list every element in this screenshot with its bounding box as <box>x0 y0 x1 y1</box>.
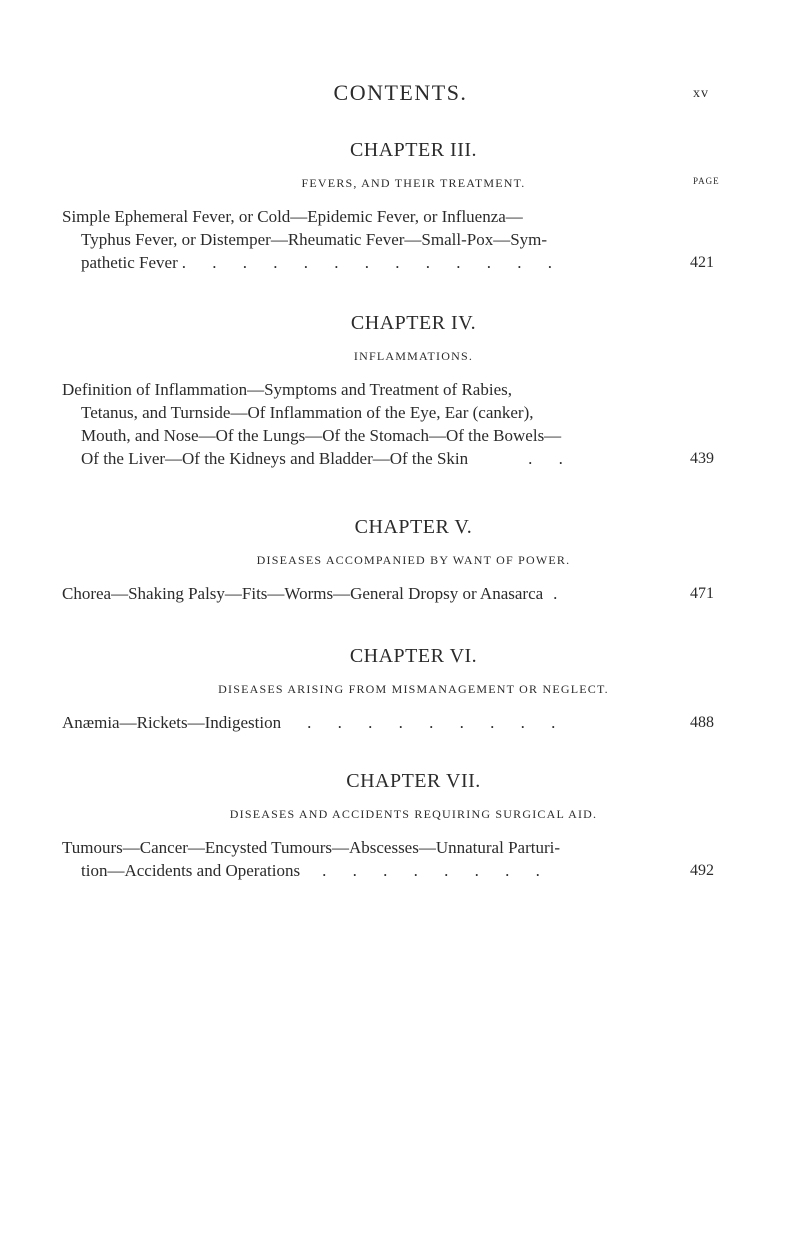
entry-page-number: 439 <box>690 450 714 467</box>
entry-page-number: 471 <box>690 585 714 602</box>
entry-page-number: 488 <box>690 714 714 731</box>
entry-line: Mouth, and Nose—Of the Lungs—Of the Stomach—Of the Bowels— <box>81 426 562 445</box>
dot-leader: . . . . . . . . . . . . . <box>181 253 564 272</box>
entry-line: Typhus Fever, or Distemper—Rheumatic Fever—Small-Pox—Sym- <box>81 230 548 249</box>
dot-leader: . . . . . . . . <box>322 861 551 880</box>
chapter-subtitle: DISEASES ACCOMPANIED BY WANT OF POWER. <box>256 553 571 567</box>
chapter-subtitle: DISEASES AND ACCIDENTS REQUIRING SURGICAL AID. <box>229 807 598 821</box>
entry-line: Chorea—Shaking Palsy—Fits—Worms—General Dropsy or Anasarca . 471 <box>62 584 714 603</box>
entry-page-number: 492 <box>690 862 714 879</box>
chapter-subtitle: INFLAMMATIONS. <box>353 349 474 363</box>
running-head-title: CONTENTS. <box>333 80 468 105</box>
chapter-iv <box>0 312 801 470</box>
page-column-label: PAGE <box>693 176 720 186</box>
entry-line: Anæmia—Rickets—Indigestion . . . . . . . . . 488 <box>62 713 714 732</box>
dot-leader: . . . . . . . . . <box>307 713 567 732</box>
chapter-subtitle: DISEASES ARISING FROM MISMANAGEMENT OR NEGLECT. <box>218 682 609 696</box>
chapter-iii <box>0 139 801 274</box>
chapter-vi <box>0 645 801 734</box>
dot-leader: . <box>553 584 569 603</box>
chapter-v <box>0 516 801 605</box>
entry-line: tion—Accidents and Operations . . . . . . . . 492 <box>81 861 714 880</box>
entry-line: Tetanus, and Turnside—Of Inflammation of the Eye, Ear (canker), <box>81 403 534 422</box>
toc-entry <box>0 711 801 734</box>
entry-line: pathetic Fever . . . . . . . . . . . . . 421 <box>81 253 714 272</box>
toc-entry <box>0 378 801 470</box>
toc-entry <box>0 836 801 882</box>
page-number: xv <box>693 86 709 101</box>
entry-line: Simple Ephemeral Fever, or Cold—Epidemic Fever, or Influenza— <box>62 207 523 226</box>
chapter-vii <box>0 770 801 882</box>
entry-page-number: 421 <box>690 254 714 271</box>
chapter-title: CHAPTER IV. <box>350 312 477 334</box>
toc-entry <box>0 582 801 605</box>
entry-line: Tumours—Cancer—Encysted Tumours—Abscesses—Unnatural Parturi- <box>62 838 560 857</box>
toc-entry <box>0 205 801 274</box>
chapter-title: CHAPTER VI. <box>349 645 478 667</box>
chapter-title: CHAPTER V. <box>354 516 473 538</box>
entry-line: Definition of Inflammation—Symptoms and Treatment of Rabies, <box>62 380 512 399</box>
chapter-title: CHAPTER III. <box>349 139 478 161</box>
entry-line: Of the Liver—Of the Kidneys and Bladder—Of the Skin . . 439 <box>81 449 714 468</box>
chapter-title: CHAPTER VII. <box>346 770 481 792</box>
dot-leader: . . <box>528 449 574 468</box>
chapter-subtitle: FEVERS, AND THEIR TREATMENT. <box>301 176 526 190</box>
